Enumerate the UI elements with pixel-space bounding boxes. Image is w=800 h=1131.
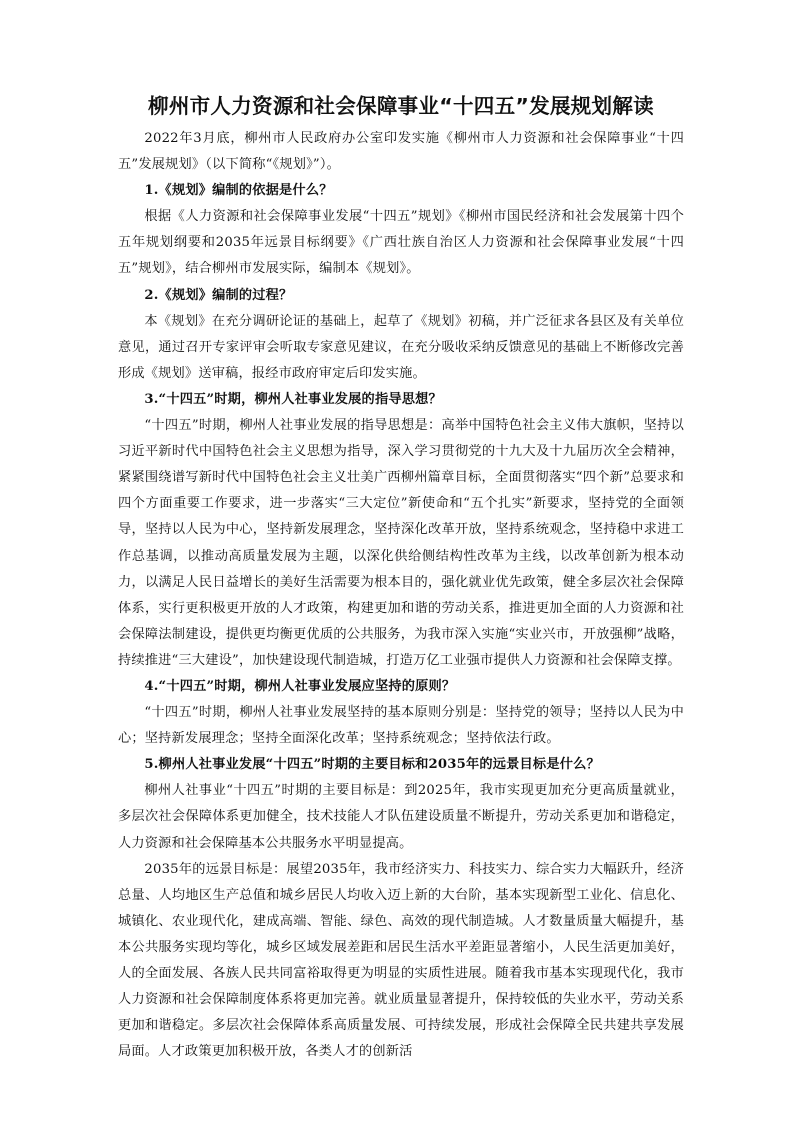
body-paragraph: 根据《人力资源和社会保障事业发展“十四五”规划》《柳州市国民经济和社会发展第十四个五年规划纲要和2035年远景目标纲要》《广西壮族自治区人力资源和社会保障事业发展“十四五”规划》，结合柳州市发展实际，编制本《规划》。 bbox=[118, 209, 684, 277]
body-paragraph: 2022年3月底，柳州市人民政府办公室印发实施《柳州市人力资源和社会保障事业“十四五”发展规划》（以下简称“《规划》”）。 bbox=[118, 131, 684, 173]
section-heading: 5.柳州人社事业发展“十四五”时期的主要目标和2035年的远景目标是什么？ bbox=[144, 757, 600, 773]
section-heading: 2.《规划》编制的过程？ bbox=[144, 287, 293, 303]
body-paragraph: “十四五”时期，柳州人社事业发展的指导思想是：高举中国特色社会主义伟大旗帜，坚持以习近平新时代中国特色社会主义思想为指导，深入学习贯彻党的十九大及十九届历次全会精神，紧紧围绕谱写新时代中国特色社会主义壮美广西柳州篇章目标，全面贯彻落实“四个新”总要求和四个方面重要工作要求，进一步落实“三大定位”新使命和“五个扎实”新要求，坚持党的全面领导，坚持以人民为中心，坚持新发展理念，坚持深化改革开放，坚持系统观念，坚持稳中求进工作总基调，以推动高质量发展为主题，以深化供给侧结构性改革为主线，以改革创新为根本动力，以满足人民日益增长的美好生活需要为根本目的，强化就业优先政策，健全多层次社会保障体系，实行更积极更开放的人才政策，构建更加和谐的劳动关系，推进更加全面的人力资源和社会保障法制建设，提供更均衡更优质的公共服务，为我市深入实施“实业兴市，开放强柳”战略，持续推进“三大建设”，加快建设现代制造城，打造万亿工业强市提供人力资源和社会保障支撑。 bbox=[118, 418, 684, 668]
body-paragraph: “十四五”时期，柳州人社事业发展坚持的基本原则分别是：坚持党的领导；坚持以人民为中心；坚持新发展理念；坚持全面深化改革；坚持系统观念；坚持依法行政。 bbox=[118, 705, 684, 747]
section-heading: 3.“十四五”时期，柳州人社事业发展的指导思想？ bbox=[144, 391, 442, 407]
section-heading: 4.“十四五”时期，柳州人社事业发展应坚持的原则？ bbox=[144, 678, 456, 694]
document-page bbox=[118, 92, 684, 1065]
document-body bbox=[118, 126, 684, 1065]
body-paragraph: 2035年的远景目标是：展望2035年，我市经济实力、科技实力、综合实力大幅跃升，经济总量、人均地区生产总值和城乡居民人均收入迈上新的大台阶，基本实现新型工业化、信息化、城镇化、农业现代化，建成高端、智能、绿色、高效的现代制造城。人才数量质量大幅提升，基本公共服务实现均等化，城乡区域发展差距和居民生活水平差距显著缩小，人民生活更加美好，人的全面发展、各族人民共同富裕取得更为明显的实质性进展。随着我市基本实现现代化，我市人力资源和社会保障制度体系将更加完善。就业质量显著提升，保持较低的失业水平，劳动关系更加和谐稳定。多层次社会保障体系高质量发展、可持续发展，形成社会保障全民共建共享发展局面。人才政策更加积极开放，各类人才的创新活 bbox=[118, 861, 684, 1060]
section-heading: 1.《规划》编制的依据是什么？ bbox=[144, 183, 333, 199]
body-paragraph: 本《规划》在充分调研论证的基础上，起草了《规划》初稿，并广泛征求各县区及有关单位意见，通过召开专家评审会听取专家意见建议，在充分吸收采纳反馈意见的基础上不断修改完善形成《规划》送审稿，报经市政府审定后印发实施。 bbox=[118, 313, 684, 381]
document-title: 柳州市人力资源和社会保障事业“十四五”发展规划解读 bbox=[148, 94, 654, 118]
body-paragraph: 柳州人社事业“十四五”时期的主要目标是：到2025年，我市实现更加充分更高质量就业，多层次社会保障体系更加健全，技术技能人才队伍建设质量不断提升，劳动关系更加和谐稳定，人力资源和社会保障基本公共服务水平明显提高。 bbox=[118, 783, 684, 851]
